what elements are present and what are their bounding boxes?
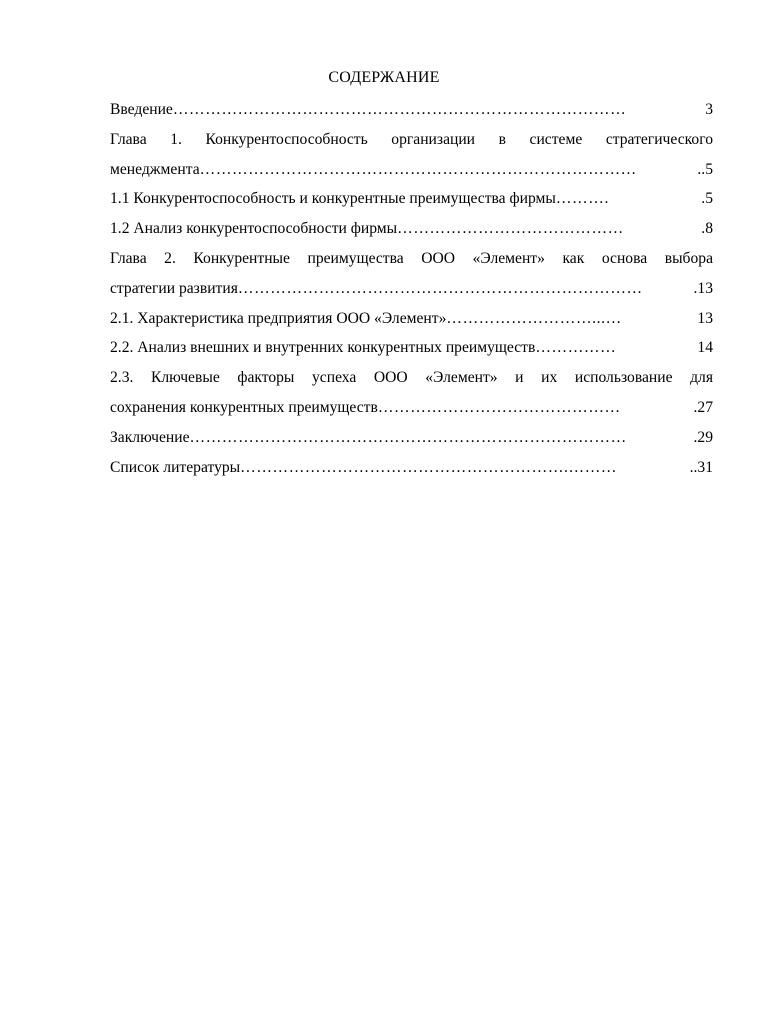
toc-leader-dots: ………………………………………………………………………	[189, 428, 627, 446]
toc-entry-chapter-2	[110, 244, 713, 304]
toc-entry-chapter-1	[110, 125, 713, 185]
toc-leader-dots: ……….	[555, 190, 609, 208]
toc-entry-section-2-1	[110, 304, 713, 334]
toc-page-number: .29	[693, 428, 713, 446]
toc-page-number: 14	[697, 339, 713, 357]
table-of-contents	[110, 95, 713, 482]
toc-entry-section-2-3	[110, 363, 713, 423]
toc-entry-section-1-1	[110, 184, 713, 214]
toc-leader-dots: ………………………...…	[446, 309, 622, 327]
toc-entry-label: Список литературы	[110, 458, 241, 476]
toc-page-number: ..5	[697, 160, 713, 178]
toc-entry-conclusion	[110, 423, 713, 453]
toc-title: СОДЕРЖАНИЕ	[328, 69, 440, 86]
toc-leader-dots: ………………………………………	[377, 398, 621, 416]
toc-entry-label: менеджмента	[110, 160, 200, 178]
toc-page-number: .27	[693, 398, 713, 416]
toc-entry-label: Заключение	[110, 428, 190, 446]
toc-leader-dots: ………………………………………………………………………	[199, 160, 637, 178]
toc-page-number: .8	[701, 220, 713, 238]
toc-entry-label: 1.1 Конкурентоспособность и конкурентные преимущества фирмы	[110, 190, 556, 208]
toc-page-number: 3	[705, 101, 713, 118]
toc-page-number: .5	[701, 190, 713, 208]
toc-entry-label: 2.1. Характеристика предприятия ООО «Элемент»	[110, 309, 447, 327]
toc-entry-label-first-line: Глава 1. Конкурентоспособность организации в системе стратегического	[110, 130, 713, 148]
toc-entry-label: 1.2 Анализ конкурентоспособности фирмы	[110, 220, 398, 238]
toc-entry-label-first-line: 2.3. Ключевые факторы успеха ООО «Элемент» и их использование для	[110, 369, 713, 387]
toc-leader-dots: …………………………………………………………………………	[172, 101, 627, 118]
toc-page-number: 13	[697, 309, 713, 327]
toc-leader-dots: ……………………………………	[397, 220, 624, 238]
toc-entry-label: стратегии развития	[110, 279, 238, 297]
toc-entry-label: Введение	[110, 101, 173, 118]
toc-entry-references	[110, 453, 713, 483]
toc-leader-dots: …………………………………………………….………	[240, 458, 618, 476]
toc-entry-label: 2.2. Анализ внешних и внутренних конкурентных преимуществ	[110, 339, 536, 357]
toc-entry-introduction	[110, 95, 713, 125]
toc-entry-label-first-line: Глава 2. Конкурентные преимущества ООО «Элемент» как основа выбора	[110, 249, 713, 267]
toc-leader-dots: …………………………………………………………………	[237, 279, 643, 297]
toc-leader-dots: ……………	[535, 339, 617, 357]
toc-entry-section-1-2	[110, 214, 713, 244]
toc-page-number: .13	[693, 279, 713, 297]
toc-entry-section-2-2	[110, 333, 713, 363]
toc-page-number: ..31	[689, 458, 713, 476]
toc-entry-label: сохранения конкурентных преимуществ	[110, 398, 378, 416]
